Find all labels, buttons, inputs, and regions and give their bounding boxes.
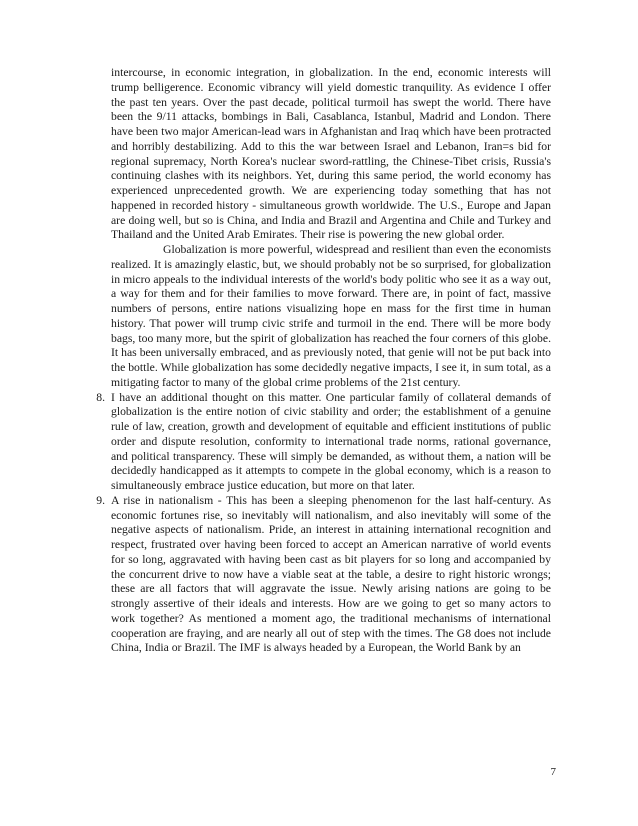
list-item-text: A rise in nationalism - This has been a sleeping phenomenon for the last half-century. As economic fortunes rise, so inevitably will nationalism, and also inevitably will some of the negative aspects of nationalism. Pride, an interest in attaining international recognition and respect, frustrated over having been forced to accept an American narrative of world events for so long, aggravated with having been cast as bit players for so long and accompanied by the concurrent drive to now have a viable seat at the table, a desire to right historic wrongs; these are all factors that will aggravate the issue. Newly arising nations are going to be strongly assertive of their ideals and interests. How are we going to get so many actors to work together? As mentioned a moment ago, the traditional mechanisms of international cooperation are fraying, and are nearly all out of step with the times. The G8 does not include China, India or Brazil. The IMF is always headed by a European, the World Bank by an [111, 493, 551, 655]
list-item-8 [96, 390, 551, 494]
list-item-text: I have an additional thought on this matter. One particular family of collateral demands of globalization is the entire notion of civic stability and order; the establishment of a genuine rule of law, creation, growth and development of equitable and efficient institutions of public order and dispute resolution, conformity to international trade norms, rational governance, and political transparency. These will simply be demanded, as without them, a nation will be decidedly handicapped as it attempts to compete in the global economy, which is a reason to simultaneously embrace justice education, but more on that later. [111, 390, 551, 492]
list-item-number: 8. [96, 390, 105, 404]
page-number: 7 [550, 766, 556, 778]
paragraph-continuation: intercourse, in economic integration, in globalization. In the end, economic interests will trump belligerence. Economic vibrancy will yield domestic tranquility. As evidence I offer the past ten years. Over the past decade, political turmoil has swept the world. There have been the 9/11 attacks, bombings in Bali, Casablanca, Istanbul, Madrid and London. There have been two major American-lead wars in Afghanistan and Iraq which have been protracted and horribly destabilizing. Add to this the war between Israel and Lebanon, Iran=s bid for regional supremacy, North Korea's nuclear sword-rattling, the Chinese-Tibet crisis, Russia's continuing clashes with its neighbors. Yet, during this same period, the world economy has experienced unprecedented growth. We are experiencing today something that has not happened in recorded history - simultaneous growth worldwide. The U.S., Europe and Japan are doing well, but so is China, and India and Brazil and Argentina and Chile and Turkey and Thailand and the United Arab Emirates. Their rise is powering the new global order. [111, 66, 551, 242]
document-body [96, 66, 551, 656]
paragraph-globalization: Globalization is more powerful, widespread and resilient than even the economists realized. It is amazingly elastic, but, we should probably not be so surprised, for globalization in micro appeals to the individual interests of the world's body politic who see it as a way out, a way for them and for their families to move forward. There are, in point of fact, massive numbers of persons, entire nations visualizing hope en mass for the first time in human history. That power will trump civic strife and turmoil in the end. There will be more body bags, too many more, but the spirit of globalization has reached the four corners of this globe. It has been universally embraced, and as previously noted, that genie will not be put back into the bottle. While globalization has some decidedly negative impacts, I see it, in sum total, as a mitigating factor to many of the global crime problems of the 21st century. [111, 243, 551, 389]
list-item-9 [96, 493, 551, 656]
list-item-number: 9. [96, 493, 105, 507]
